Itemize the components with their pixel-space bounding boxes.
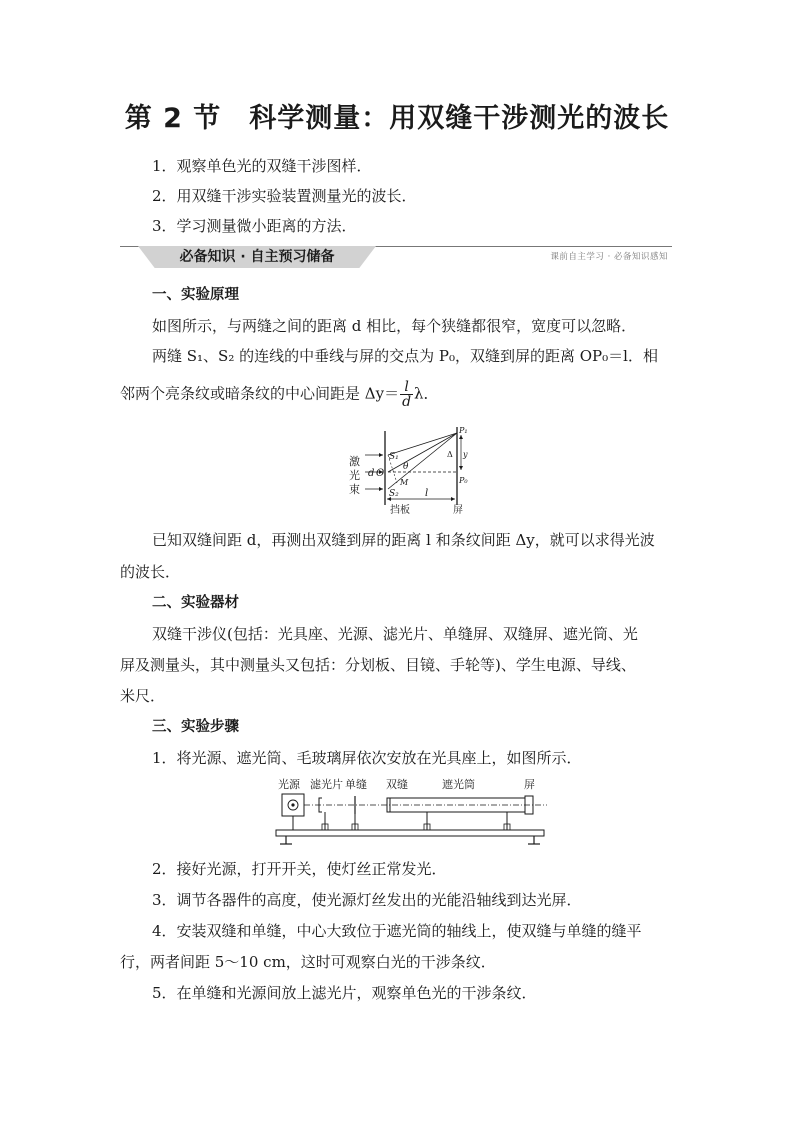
o-label: O (376, 468, 385, 479)
tube-label: 遮光筒 (442, 778, 475, 791)
banner-label: 必备知识 · 自主预习储备 (179, 249, 335, 265)
section2-heading: 二、实验器材 (152, 595, 239, 611)
screen-label: 屏 (453, 505, 463, 516)
objective-1: 1．观察单色光的双缝干涉图样． (152, 157, 372, 175)
bench-screen-label: 屏 (524, 778, 535, 791)
m-label: M (400, 478, 409, 487)
step-3: 3．调节各器件的高度，使光源灯丝发出的光能沿轴线到达光屏． (152, 891, 582, 909)
laser-label-1: 激 (349, 455, 360, 468)
step-4-line-2: 行，两者间距 5～10 cm，这时可观察白光的干涉条纹． (120, 953, 496, 971)
objective-3: 3．学习测量微小距离的方法． (152, 217, 357, 235)
formula-prefix: 邻两个亮条纹或暗条纹的中心间距是 Δy＝ (120, 384, 400, 403)
section2-paragraph-3: 米尺． (120, 687, 166, 705)
laser-label-3: 束 (349, 483, 360, 496)
d-label: d (368, 468, 375, 479)
single-slit-label: 单缝 (345, 778, 367, 791)
filter-label: 滤光片 (310, 778, 343, 791)
s1-label: S₁ (389, 452, 399, 462)
section-banner (120, 246, 672, 268)
step-1: 1．将光源、遮光筒、毛玻璃屏依次安放在光具座上，如图所示． (152, 749, 582, 767)
page-title: 第 2 节 科学测量：用双缝干涉测光的波长 (124, 103, 670, 134)
section1-paragraph-2: 两缝 S₁、S₂ 的连线的中垂线与屏的交点为 P₀，双缝到屏的距离 OP₀＝l．相 (152, 347, 658, 365)
laser-label-2: 光 (349, 469, 360, 482)
y-label: y (463, 450, 468, 459)
section2-paragraph-1: 双缝干涉仪(包括：光具座、光源、滤光片、单缝屏、双缝屏、遮光筒、光 (152, 625, 638, 643)
l-label: l (425, 488, 429, 499)
p1-label: P₁ (459, 426, 468, 435)
section3-heading: 三、实验步骤 (152, 719, 239, 735)
double-slit-label: 双缝 (386, 778, 408, 791)
delta-label: Δ (447, 450, 453, 459)
theta-label: θ (403, 462, 409, 472)
section1-paragraph-5: 的波长． (120, 563, 181, 581)
formula-suffix: λ． (414, 384, 439, 403)
baffle-label: 挡板 (390, 505, 410, 516)
section1-paragraph-3 (120, 380, 439, 409)
fraction-numerator: l (400, 380, 413, 395)
s2-label: S₂ (389, 489, 399, 499)
section1-paragraph-4: 已知双缝间距 d，再测出双缝到屏的距离 l 和条纹间距 Δy，就可以求得光波 (152, 531, 655, 549)
double-slit-diagram (345, 425, 485, 517)
p0-label: P₀ (459, 476, 468, 485)
step-2: 2．接好光源，打开开关，使灯丝正常发光． (152, 860, 447, 878)
section1-paragraph-1: 如图所示，与两缝之间的距离 d 相比，每个狭缝都很窄，宽度可以忽略． (152, 317, 637, 335)
section2-paragraph-2: 屏及测量头，其中测量头又包括：分划板、目镜、手轮等)、学生电源、导线、 (120, 656, 636, 674)
banner-side-note: 课前自主学习 · 必备知识感知 (550, 252, 668, 262)
step-5: 5．在单缝和光源间放上滤光片，观察单色光的干涉条纹． (152, 984, 537, 1002)
source-label: 光源 (278, 778, 300, 791)
optical-bench-diagram (272, 774, 552, 846)
objective-2: 2．用双缝干涉实验装置测量光的波长． (152, 187, 417, 205)
formula-fraction (400, 380, 413, 409)
step-4-line-1: 4．安装双缝和单缝，中心大致位于遮光筒的轴线上，使双缝与单缝的缝平 (152, 922, 642, 940)
section1-heading: 一、实验原理 (152, 287, 239, 303)
fraction-denominator: d (402, 394, 412, 410)
